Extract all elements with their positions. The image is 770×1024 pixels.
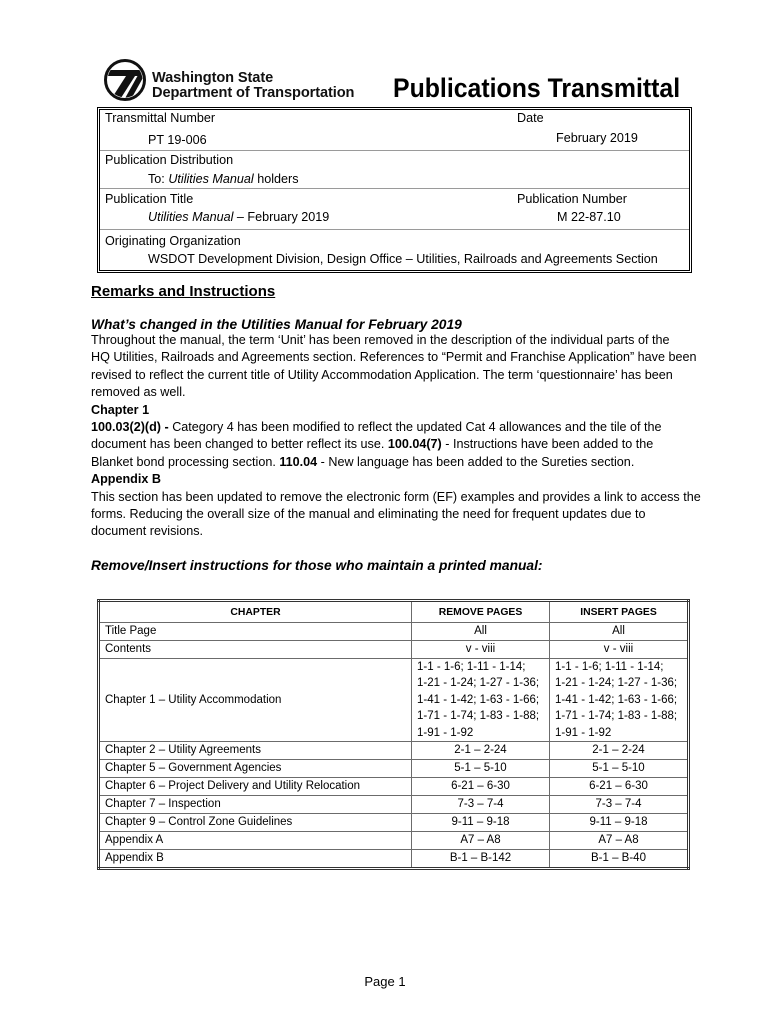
change-text: - New language has been added to the Sureties section. (320, 454, 635, 469)
row-divider (100, 150, 689, 151)
table-row (99, 850, 689, 869)
table-row (99, 760, 689, 778)
page-title: Publications Transmittal (393, 73, 681, 103)
table-row (99, 814, 689, 832)
publication-number-label: Publication Number (517, 192, 627, 206)
insert-pages-cell: v - viii (550, 641, 689, 659)
remove-pages-cell (412, 659, 550, 742)
publication-number: M 22-87.10 (557, 210, 621, 224)
transmittal-number-label: Transmittal Number (105, 111, 216, 125)
remove-pages-cell: 7-3 – 7-4 (412, 796, 550, 814)
remove-pages-cell: 2-1 – 2-24 (412, 742, 550, 760)
change-text: document has been changed to better reflect its use. (91, 437, 385, 452)
change-text: Blanket bond processing section. (91, 454, 276, 469)
chapter-cell: Chapter 9 – Control Zone Guidelines (99, 814, 412, 832)
chapter1-heading: Chapter 1 (91, 402, 150, 417)
chapter-cell: Appendix B (99, 850, 412, 869)
table-header-row (99, 601, 689, 623)
remove-insert-heading: Remove/Insert instructions for those who maintain a printed manual: (91, 558, 543, 573)
table-row (99, 623, 689, 641)
paragraph-line (91, 419, 701, 436)
paragraph-line: removed as well. (91, 385, 186, 400)
page-range-line: 1-1 - 1-6; 1-11 - 1-14; (555, 661, 664, 673)
distribution-value (148, 171, 299, 187)
distribution-to: To: (148, 172, 165, 186)
section-ref: 100.03(2)(d) - (91, 420, 169, 435)
remove-pages-cell: 9-11 – 9-18 (412, 814, 550, 832)
chapter-cell: Title Page (99, 623, 412, 641)
insert-pages-cell: All (550, 623, 689, 641)
table-row (99, 796, 689, 814)
publication-title-edition: – February 2019 (236, 210, 330, 224)
publication-title-label: Publication Title (105, 192, 194, 206)
insert-pages-cell (550, 659, 689, 742)
agency-name-line1: Washington State (152, 70, 274, 86)
chapter-cell: Chapter 7 – Inspection (99, 796, 412, 814)
row-divider (100, 229, 689, 230)
change-text: - Instructions have been added to the (445, 437, 654, 452)
chapter-cell: Chapter 1 – Utility Accommodation (99, 659, 412, 742)
page-range-line: 1-91 - 1-92 (555, 726, 612, 739)
remarks-heading: Remarks and Instructions (91, 283, 276, 300)
page-range-line: 1-1 - 1-6; 1-11 - 1-14; (417, 661, 526, 673)
paragraph-line: forms. Reducing the overall size of the manual and eliminating the need for frequent updates due to (91, 507, 646, 522)
distribution-manual: Utilities Manual (168, 172, 254, 186)
insert-pages-cell: 7-3 – 7-4 (550, 796, 689, 814)
insert-pages-cell: 6-21 – 6-30 (550, 778, 689, 796)
chapter-cell: Chapter 5 – Government Agencies (99, 760, 412, 778)
section-ref: 110.04 (279, 454, 318, 469)
remove-pages-cell: v - viii (412, 641, 550, 659)
page-range-line: 1-21 - 1-24; 1-27 - 1-36; (417, 677, 540, 690)
paragraph-line (91, 436, 701, 453)
change-text: Category 4 has been modified to reflect the updated Cat 4 allowances and the tile of the (172, 420, 662, 435)
remove-pages-cell: 6-21 – 6-30 (412, 778, 550, 796)
chapter-cell: Appendix A (99, 832, 412, 850)
page-range-line: 1-71 - 1-74; 1-83 - 1-88; (417, 710, 540, 723)
paragraph-line: HQ Utilities, Railroads and Agreements section. References to “Permit and Franchise Application” have been (91, 350, 697, 365)
table-row (99, 742, 689, 760)
page-range-line: 1-71 - 1-74; 1-83 - 1-88; (555, 710, 678, 723)
date-label: Date (517, 111, 544, 125)
transmittal-number: PT 19-006 (148, 133, 207, 147)
chapter-cell: Chapter 6 – Project Delivery and Utility Relocation (99, 778, 412, 796)
table-row (99, 659, 689, 742)
insert-pages-cell: 2-1 – 2-24 (550, 742, 689, 760)
agency-name-line2: Department of Transportation (152, 85, 355, 101)
insert-pages-cell: 9-11 – 9-18 (550, 814, 689, 832)
page-range-line: 1-41 - 1-42; 1-63 - 1-66; (417, 693, 540, 706)
remove-pages-cell: 5-1 – 5-10 (412, 760, 550, 778)
insert-pages-cell: 5-1 – 5-10 (550, 760, 689, 778)
remove-pages-cell: A7 – A8 (412, 832, 550, 850)
changes-heading: What’s changed in the Utilities Manual for February 2019 (91, 317, 462, 332)
wsdot-logo-icon (104, 59, 146, 101)
insert-pages-cell: B-1 – B-40 (550, 850, 689, 869)
paragraph-line: This section has been updated to remove the electronic form (EF) examples and provides a link to access the (91, 489, 701, 504)
page-range-line: 1-21 - 1-24; 1-27 - 1-36; (555, 677, 678, 690)
publication-title-manual: Utilities Manual (148, 210, 234, 224)
page-range-line: 1-41 - 1-42; 1-63 - 1-66; (555, 693, 678, 706)
chapter-cell: Chapter 2 – Utility Agreements (99, 742, 412, 760)
chapter-cell: Contents (99, 641, 412, 659)
publication-title-value (148, 209, 329, 225)
originating-organization-label: Originating Organization (105, 234, 241, 248)
table-row (99, 832, 689, 850)
section-ref: 100.04(7) (387, 437, 442, 452)
changes-body (91, 332, 701, 541)
distribution-label: Publication Distribution (105, 153, 234, 167)
paragraph-line: Throughout the manual, the term ‘Unit’ has been removed in the description of the individual parts of the (91, 333, 670, 347)
originating-organization: WSDOT Development Division, Design Office – Utilities, Railroads and Agreements Section (148, 252, 658, 266)
table-row (99, 778, 689, 796)
insert-pages-cell: A7 – A8 (550, 832, 689, 850)
row-divider (100, 188, 689, 189)
date-value: February 2019 (556, 131, 638, 145)
table-row (99, 641, 689, 659)
remove-pages-cell: B-1 – B-142 (412, 850, 550, 869)
page-range-line: 1-91 - 1-92 (417, 726, 474, 739)
paragraph-line: document revisions. (91, 524, 203, 539)
remove-insert-table (97, 599, 690, 870)
column-header-remove-pages: REMOVE PAGES (412, 601, 550, 623)
column-header-insert-pages: INSERT PAGES (550, 601, 689, 623)
page-number: Page 1 (364, 974, 406, 989)
paragraph-line (91, 454, 701, 471)
column-header-chapter: CHAPTER (99, 601, 412, 623)
appendix-b-heading: Appendix B (91, 472, 161, 487)
paragraph-line: revised to reflect the current title of Utility Accommodation Application. The term ‘questionnaire’ has been (91, 367, 673, 382)
distribution-holders: holders (257, 172, 299, 186)
remove-pages-cell: All (412, 623, 550, 641)
logo-bar (104, 70, 146, 76)
